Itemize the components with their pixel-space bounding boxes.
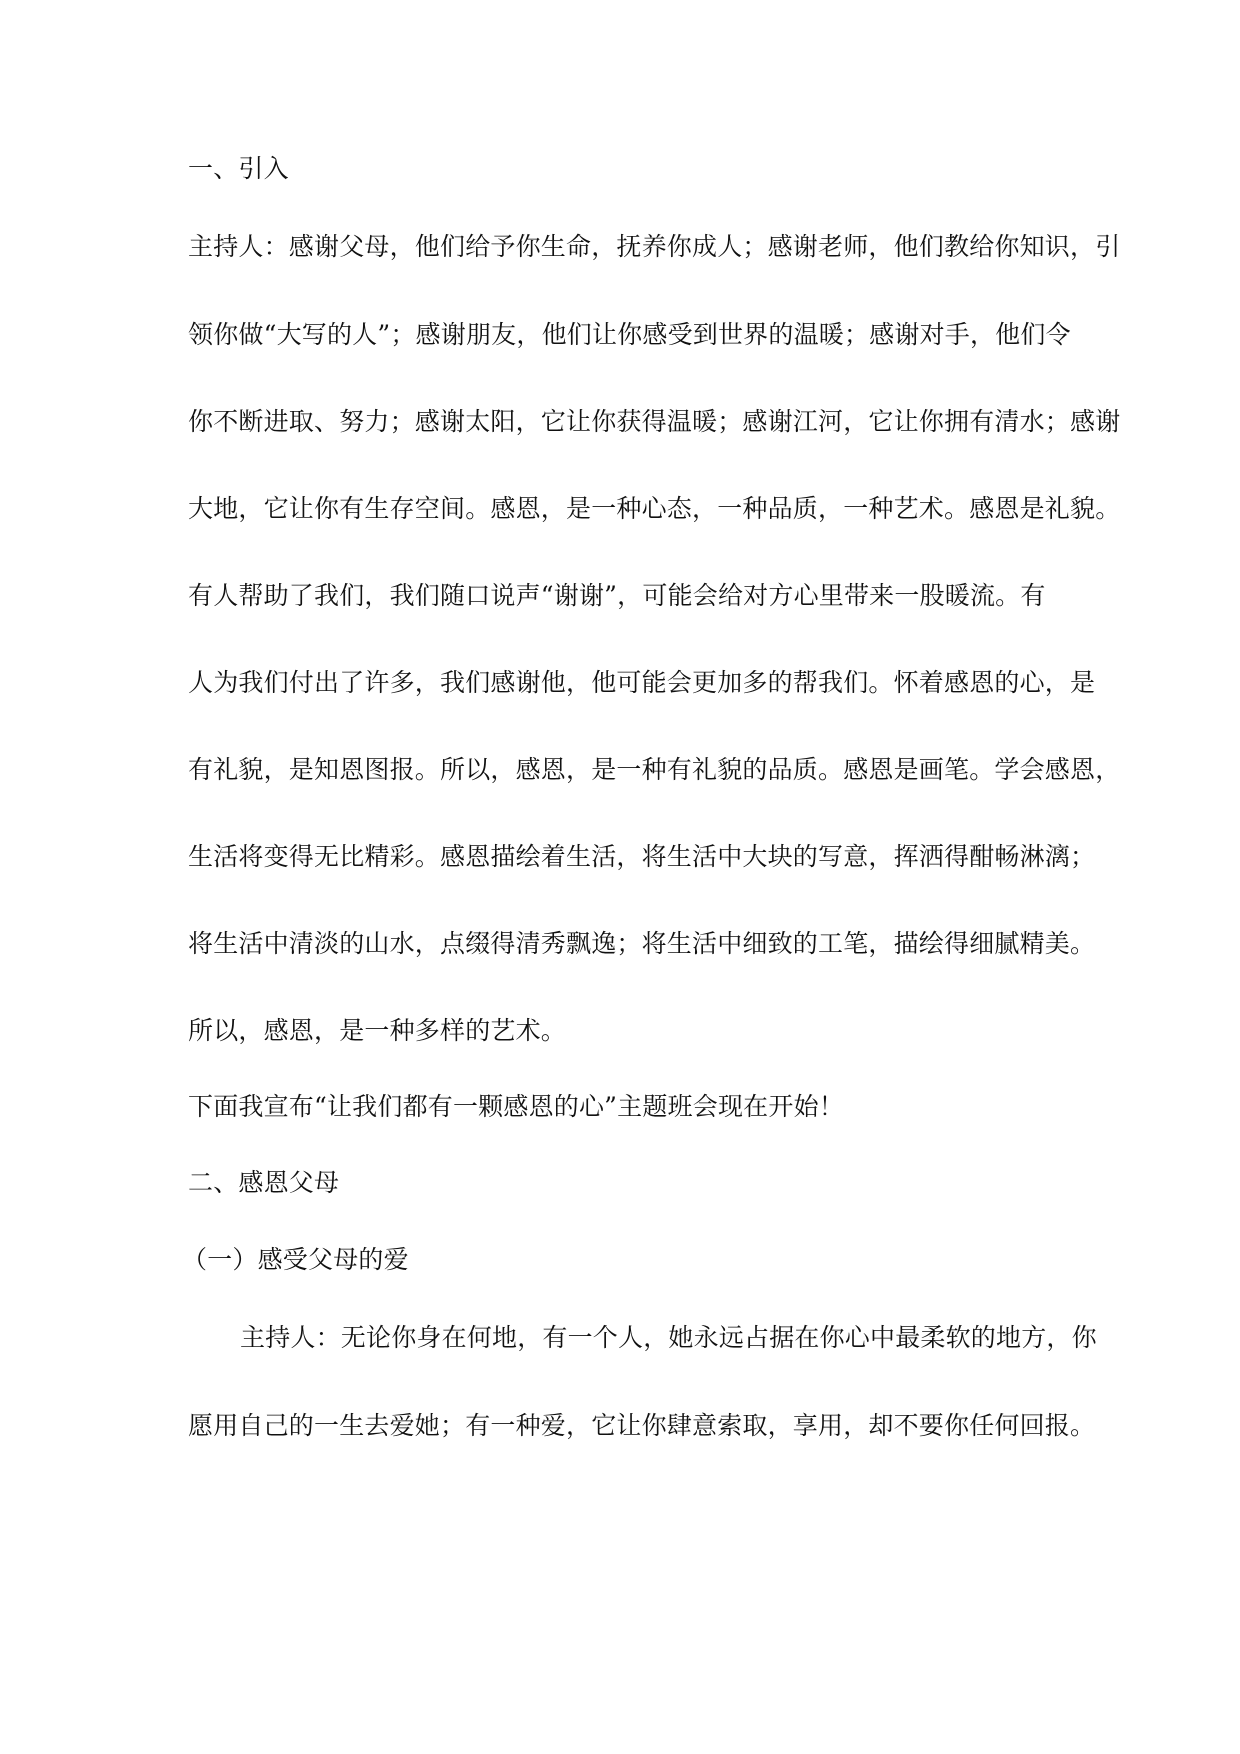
paragraph-line: 你不断进取、努力；感谢太阳，它让你获得温暖；感谢江河，它让你拥有清水；感谢: [188, 407, 1121, 436]
section-heading-parents: 二、感恩父母: [188, 1168, 340, 1197]
paragraph-line: 愿用自己的一生去爱她；有一种爱，它让你肆意索取，享用，却不要你任何回报。: [188, 1411, 1096, 1440]
paragraph-line: 领你做“大写的人”；感谢朋友，他们让你感受到世界的温暖；感谢对手，他们令: [188, 320, 1071, 349]
subsection-heading: （一）感受父母的爱: [182, 1245, 409, 1274]
paragraph-line: 将生活中清淡的山水，点缀得清秀飘逸；将生活中细致的工笔，描绘得细腻精美。: [188, 929, 1096, 958]
paragraph-line: 所以，感恩，是一种多样的艺术。: [188, 1016, 567, 1045]
paragraph-line: 有人帮助了我们，我们随口说声“谢谢”，可能会给对方心里带来一股暖流。有: [188, 581, 1046, 610]
paragraph-line: 主持人：无论你身在何地，有一个人，她永远占据在你心中最柔软的地方，你: [240, 1323, 1097, 1352]
paragraph-line: 大地，它让你有生存空间。感恩，是一种心态，一种品质，一种艺术。感恩是礼貌。: [188, 494, 1121, 523]
announcement-line: 下面我宣布“让我们都有一颗感恩的心”主题班会现在开始！: [188, 1092, 844, 1121]
paragraph-line: 人为我们付出了许多，我们感谢他，他可能会更加多的帮我们。怀着感恩的心，是: [188, 668, 1096, 697]
section-heading-intro: 一、引入: [188, 154, 289, 183]
paragraph-line: 生活将变得无比精彩。感恩描绘着生活，将生活中大块的写意，挥洒得酣畅淋漓；: [188, 842, 1096, 871]
paragraph-line: 主持人：感谢父母，他们给予你生命，抚养你成人；感谢老师，他们教给你知识，引: [188, 232, 1121, 261]
paragraph-line: 有礼貌，是知恩图报。所以，感恩，是一种有礼貌的品质。感恩是画笔。学会感恩，: [188, 755, 1121, 784]
